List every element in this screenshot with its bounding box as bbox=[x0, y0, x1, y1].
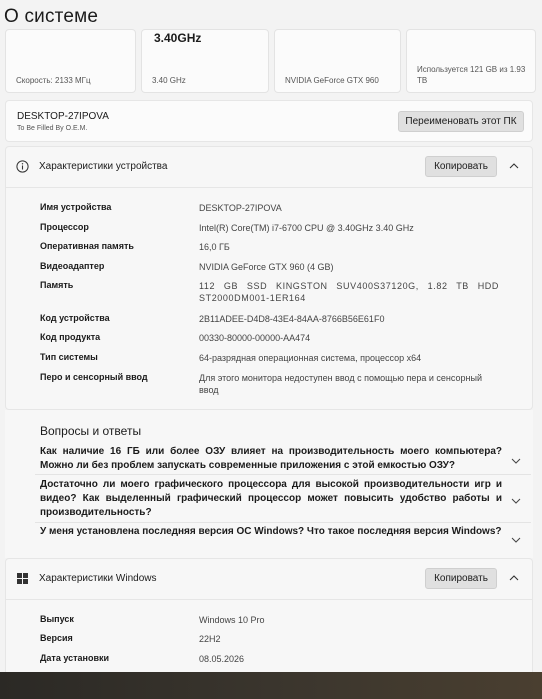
qa-section bbox=[5, 410, 533, 558]
qa-question[interactable]: Как наличие 16 ГБ или более ОЗУ влияет на производительность моего компьютера? Можно ли без проблем запускать современные приложения с этой емкостью ОЗУ? bbox=[40, 446, 502, 471]
copy-windows-specs-button[interactable]: Копировать bbox=[425, 568, 497, 589]
windows-specs-title: Характеристики Windows bbox=[39, 573, 157, 584]
spec-value: 08.05.2026 bbox=[199, 654, 245, 664]
spec-value: 112 GB SSD KINGSTON SUV400S37120G, 1.82 TB HDD ST2000DM001-1ER164 bbox=[199, 281, 499, 303]
spec-value: 64-разрядная операционная система, процессор x64 bbox=[199, 353, 422, 363]
card-headline: 3.40GHz bbox=[154, 31, 202, 45]
chevron-down-icon[interactable] bbox=[511, 496, 521, 506]
graphics-card bbox=[274, 29, 401, 93]
chevron-down-icon[interactable] bbox=[511, 535, 521, 545]
spec-key: Видеоадаптер bbox=[40, 261, 105, 271]
qa-title: Вопросы и ответы bbox=[40, 424, 142, 438]
qa-question[interactable]: У меня установлена последняя версия ОС Windows? Что такое последняя версия Windows? bbox=[40, 526, 502, 537]
device-name-bar bbox=[5, 100, 533, 142]
device-specs-title: Характеристики устройства bbox=[39, 161, 168, 172]
windows-logo-icon bbox=[17, 573, 28, 584]
card-detail: 3.40 GHz bbox=[152, 76, 186, 85]
summary-cards bbox=[0, 33, 542, 95]
processor-card bbox=[141, 29, 269, 93]
device-specs-header[interactable] bbox=[6, 147, 532, 187]
spec-value: 00330-80000-00000-AA474 bbox=[199, 333, 311, 343]
divider bbox=[6, 187, 532, 188]
spec-value: DESKTOP-27IPOVA bbox=[199, 203, 282, 213]
chevron-up-icon[interactable] bbox=[508, 160, 520, 172]
spec-key: Имя устройства bbox=[40, 202, 112, 212]
divider bbox=[35, 522, 531, 523]
spec-value: NVIDIA GeForce GTX 960 (4 GB) bbox=[199, 262, 334, 272]
copy-device-specs-button[interactable]: Копировать bbox=[425, 156, 497, 177]
device-specs-panel bbox=[5, 146, 533, 410]
device-name: DESKTOP-27IPOVA bbox=[17, 111, 109, 122]
spec-value: 2B11ADEE-D4D8-43E4-84AA-8766B56E61F0 bbox=[199, 314, 385, 324]
spec-value: Intel(R) Core(TM) i7-6700 CPU @ 3.40GHz 3.40 GHz bbox=[199, 223, 414, 233]
memory-card bbox=[5, 29, 136, 93]
spec-key: Код устройства bbox=[40, 313, 110, 323]
card-detail: Скорость: 2133 МГц bbox=[16, 76, 91, 85]
spec-key: Перо и сенсорный ввод bbox=[40, 372, 148, 382]
spec-key: Дата установки bbox=[40, 653, 110, 663]
divider bbox=[6, 599, 532, 600]
spec-key: Версия bbox=[40, 633, 73, 643]
windows-specs-header[interactable] bbox=[6, 559, 532, 599]
spec-value: 22H2 bbox=[199, 634, 221, 644]
card-detail: NVIDIA GeForce GTX 960 bbox=[285, 76, 379, 85]
spec-value: Windows 10 Pro bbox=[199, 615, 265, 625]
chevron-down-icon[interactable] bbox=[511, 456, 521, 466]
qa-question[interactable]: Достаточно ли моего графического процессора для высокой производительности игр и видео? Как выделенный графический процессор может повысить удобство работы и производительность? bbox=[40, 479, 502, 518]
spec-key: Память bbox=[40, 280, 74, 290]
device-subtitle: To Be Filled By O.E.M. bbox=[17, 125, 88, 132]
divider bbox=[35, 474, 531, 475]
taskbar bbox=[0, 672, 542, 699]
spec-value: 16,0 ГБ bbox=[199, 242, 230, 252]
rename-pc-button[interactable]: Переименовать этот ПК bbox=[398, 111, 524, 132]
spec-key: Тип системы bbox=[40, 352, 98, 362]
chevron-up-icon[interactable] bbox=[508, 572, 520, 584]
card-detail: Используется 121 GB из 1.93 TB bbox=[417, 65, 526, 85]
spec-key: Код продукта bbox=[40, 332, 101, 342]
spec-key: Процессор bbox=[40, 222, 89, 232]
spec-key: Выпуск bbox=[40, 614, 74, 624]
spec-value: Для этого монитора недоступен ввод с помощью пера и сенсорный ввод bbox=[199, 373, 482, 395]
spec-key: Оперативная память bbox=[40, 241, 134, 251]
storage-card bbox=[406, 29, 536, 93]
info-icon bbox=[16, 160, 29, 173]
page-title: О системе bbox=[4, 6, 99, 27]
